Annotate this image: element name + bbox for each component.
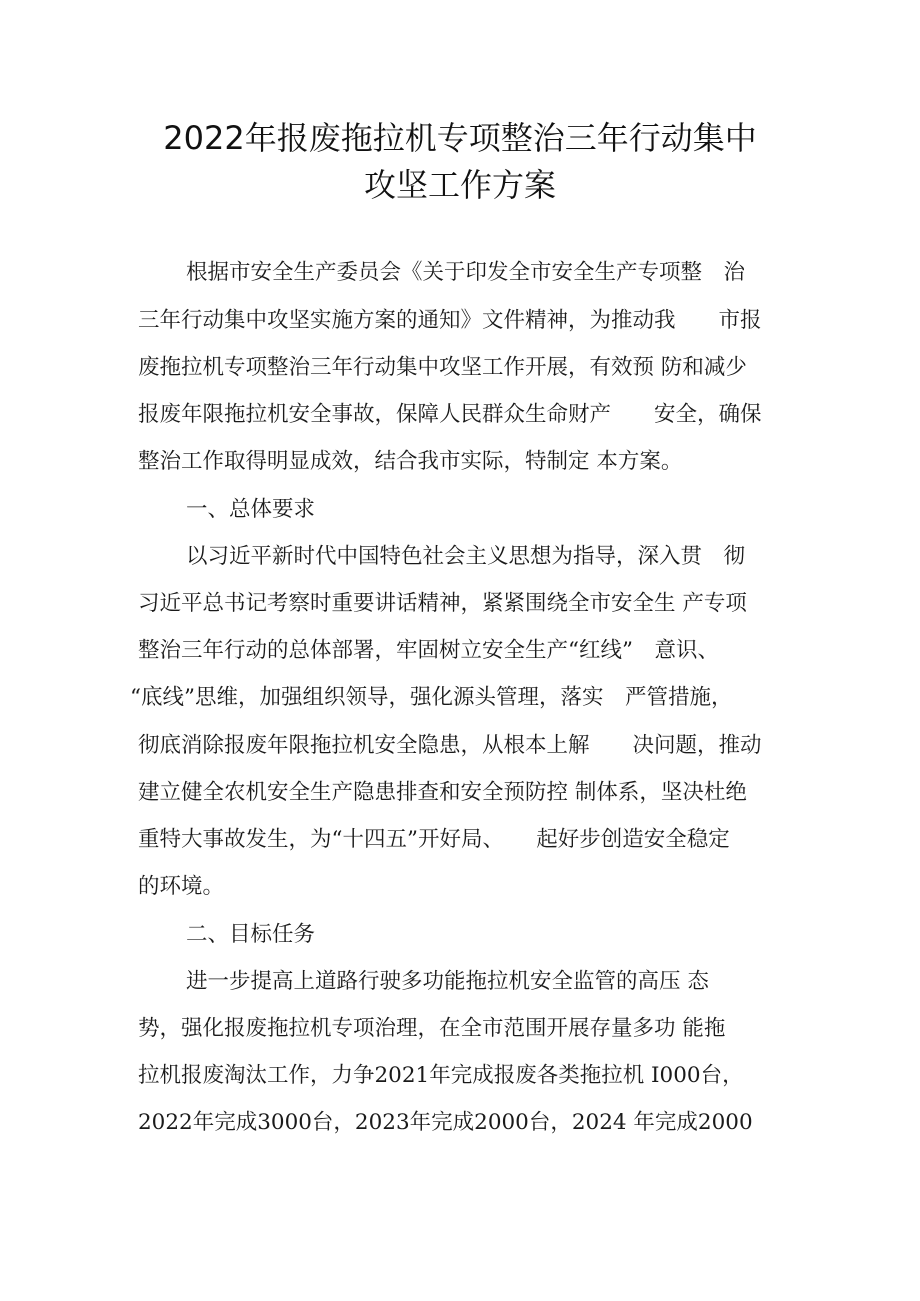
paragraph-intro-line-5: 整治工作取得明显成效，结合我市实际，特制定 本方案。 [138,449,683,474]
paragraph-intro-line-3: 废拖拉机专项整治三年行动集中攻坚工作开展，有效预 防和减少 [138,355,747,380]
section-heading-target-tasks: 二、目标任务 [186,922,316,947]
document-title-line-2: 攻坚工作方案 [363,166,556,204]
paragraph-tasks-line-2: 势，强化报废拖拉机专项治理，在全市范围开展存量多功 能拖 [138,1016,726,1041]
paragraph-intro-line-2: 三年行动集中攻坚实施方案的通知》文件精神，为推动我 市报 [138,308,762,333]
paragraph-requirements-line-5: 彻底消除报废年限拖拉机安全隐患，从根本上解 决问题，推动 [138,733,762,758]
paragraph-tasks-line-3: 拉机报废淘汰工作，力争2021年完成报废各类拖拉机 I000台， [138,1063,744,1088]
paragraph-requirements-line-2: 习近平总书记考察时重要讲话精神，紧紧围绕全市安全生 产专项 [138,591,747,616]
paragraph-requirements-line-1: 以习近平新时代中国特色社会主义思想为指导，深入贯 彻 [186,544,746,569]
document-title-line-1: 2022年报废拖拉机专项整治三年行动集中 [163,119,757,157]
paragraph-requirements-line-3: 整治三年行动的总体部署，牢固树立安全生产“红线” 意识、 [138,638,719,663]
paragraph-intro-line-4: 报废年限拖拉机安全事故，保障人民群众生命财产 安全，确保 [138,402,762,427]
section-heading-general-requirements: 一、总体要求 [186,497,316,522]
paragraph-requirements-line-4: “底线”思维，加强组织领导，强化源头管理，落实 严管措施， [130,685,733,710]
paragraph-tasks-line-4: 2022年完成3000台，2023年完成2000台，2024 年完成2000 [138,1110,753,1135]
paragraph-requirements-line-6: 建立健全农机安全生产隐患排查和安全预防控 制体系，坚决杜绝 [138,780,747,805]
paragraph-tasks-line-1: 进一步提高上道路行驶多功能拖拉机安全监管的高压 态 [186,969,709,994]
paragraph-requirements-line-8: 的环境。 [138,874,225,899]
paragraph-requirements-line-7: 重特大事故发生，为“十四五”开好局、 起好步创造安全稳定 [138,827,730,852]
paragraph-intro-line-1: 根据市安全生产委员会《关于印发全市安全生产专项整 治 [186,260,746,285]
